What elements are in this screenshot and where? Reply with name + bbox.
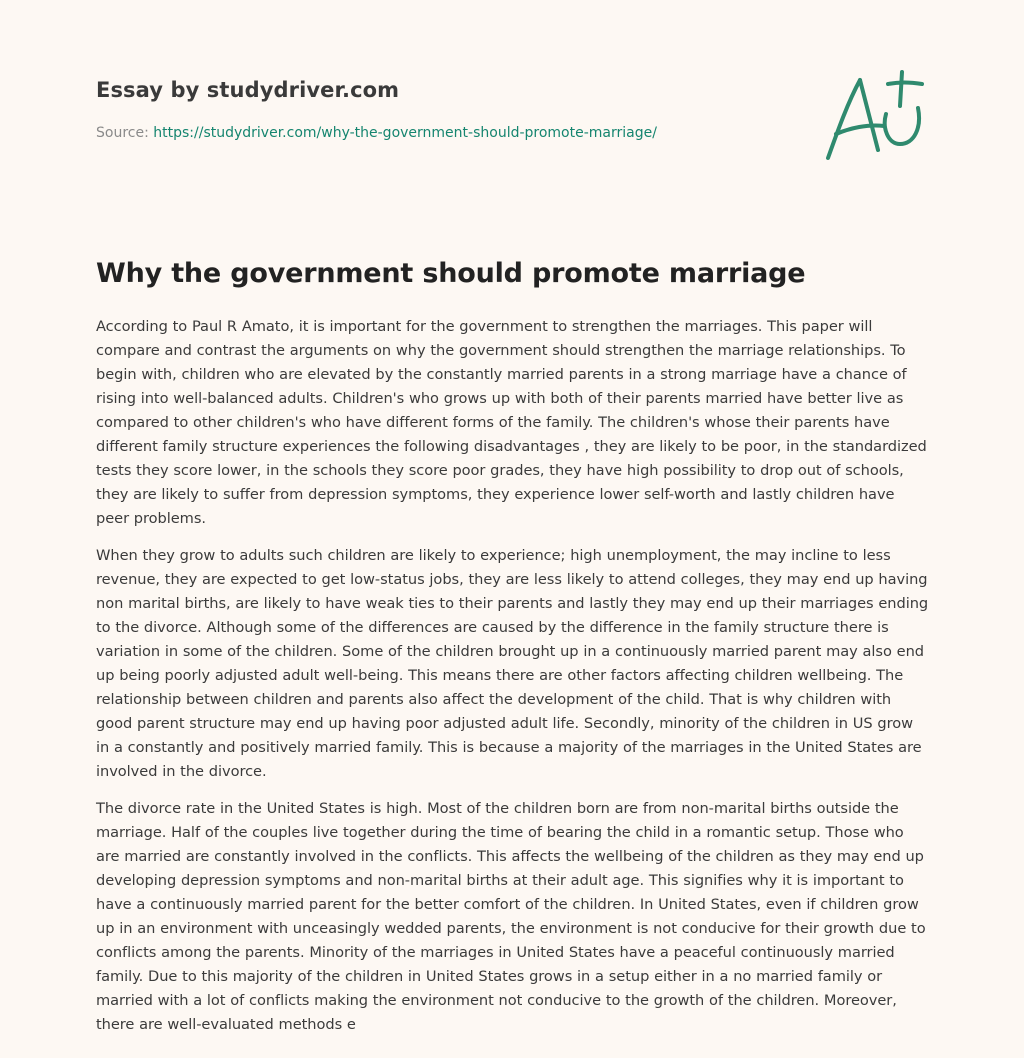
essay-title: Why the government should promote marriage: [96, 258, 806, 289]
essay-paragraph: When they grow to adults such children are likely to experience; high unemployment, the may incline to less revenue, they are expected to get low-status jobs, they are less likely to attend colleges, they may end up having non marital births, are likely to have weak ties to their parents and lastly they may end up their marriages ending to the divorce. Although some of the differences are caused by the difference in the family structure there is variation in some of the children. Some of the children brought up in a continuously married parent may also end up being poorly adjusted adult well-being. This means there are other factors affecting children wellbeing. The relationship between children and parents also affect the development of the child. That is why children with good parent structure may end up having poor adjusted adult life. Secondly, minority of the children in US grow in a constantly and positively married family. This is because a majority of the marriages in the United States are involved in the divorce.: [96, 547, 929, 780]
essay-paragraph: According to Paul R Amato, it is important for the government to strengthen the marriages. This paper will compare and contrast the arguments on why the government should strengthen the marriage relationships. To begin with, children who are elevated by the constantly married parents in a strong marriage have a chance of rising into well-balanced adults. Children's who grows up with both of their parents married have better live as compared to other children's who have different forms of the family. The children's whose their parents have different family structure experiences the following disadvantages , they are likely to be poor, in the standardized tests they score lower, in the schools they score poor grades, they have high possibility to drop out of schools, they are likely to suffer from depression symptoms, they experience lower self-worth and lastly children have peer problems.: [96, 318, 927, 527]
essay-paragraph: The divorce rate in the United States is high. Most of the children born are from non-marital births outside the marriage. Half of the couples live together during the time of bearing the child in a romantic setup. Those who are married are constantly involved in the conflicts. This affects the wellbeing of the children as they may end up developing depression symptoms and non-marital births at their adult age. This signifies why it is important to have a continuously married parent for the better comfort of the children. In United States, even if children grow up in an environment with unceasingly wedded parents, the environment is not conducive for their growth due to conflicts among the parents. Minority of the marriages in United States have a peaceful continuously married family. Due to this majority of the children in United States grows in a setup either in a no married family or married with a lot of conflicts making the environment not conducive to the growth of the children. Moreover, there are well-evaluated methods e: [96, 800, 926, 1033]
essay-body: [96, 315, 930, 1050]
page-header: [96, 76, 796, 143]
source-line: [96, 123, 796, 143]
source-link[interactable]: https://studydriver.com/why-the-government-should-promote-marriage/: [153, 125, 657, 141]
brand-title: Essay by studydriver.com: [96, 78, 400, 102]
source-label: Source:: [96, 125, 149, 141]
a-plus-logo-icon: [820, 68, 930, 164]
